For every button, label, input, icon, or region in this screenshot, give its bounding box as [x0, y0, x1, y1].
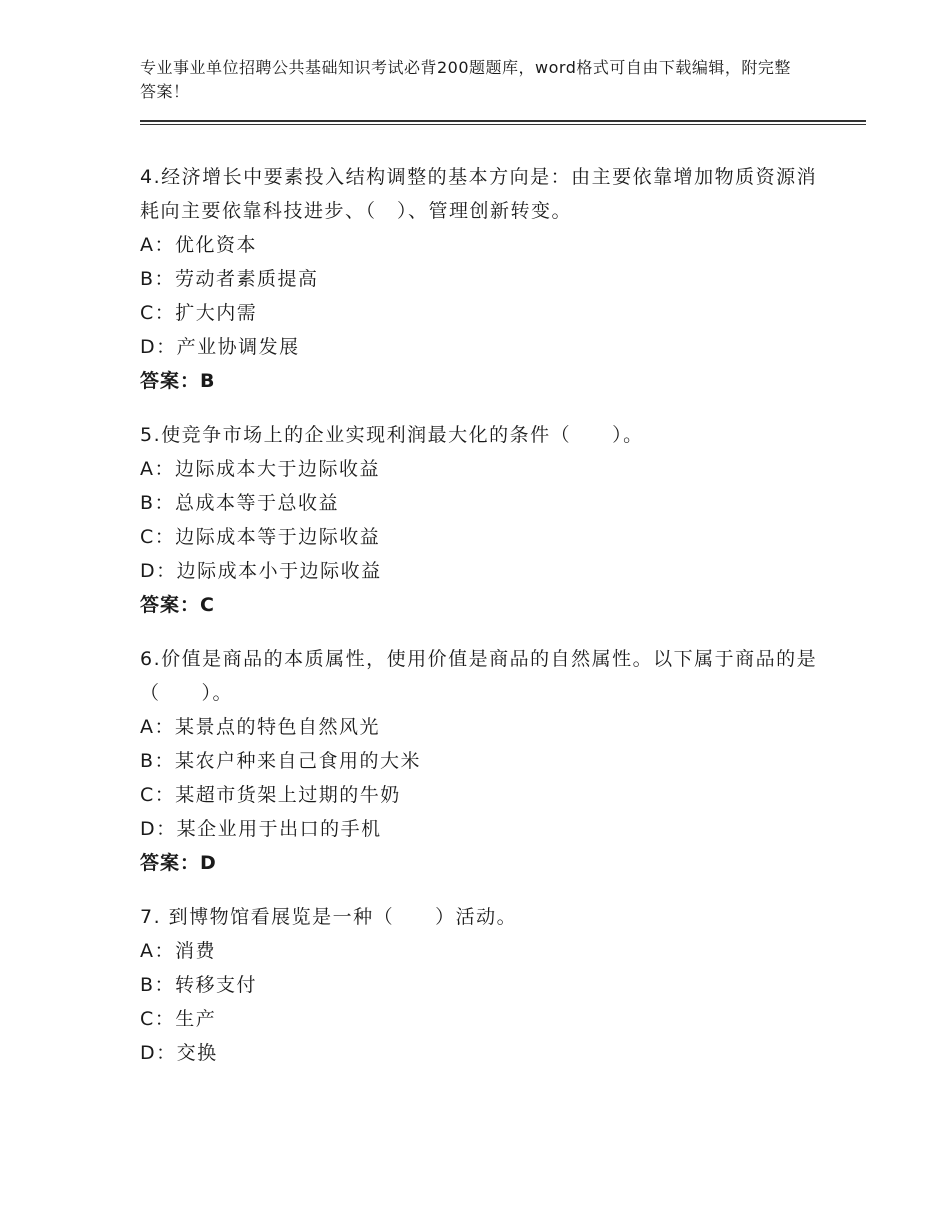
- header-divider-thin: [140, 124, 866, 125]
- option-b: B：某农户种来自己食用的大米: [140, 750, 422, 772]
- option-c: C：生产: [140, 1008, 217, 1030]
- option-c: C：扩大内需: [140, 302, 258, 324]
- question-6: [140, 642, 820, 880]
- question-7: [140, 900, 820, 1070]
- question-text: 6.价值是商品的本质属性，使用价值是商品的自然属性。以下属于商品的是（ ）。: [140, 648, 818, 704]
- question-text: 4.经济增长中要素投入结构调整的基本方向是：由主要依靠增加物质资源消耗向主要依靠科技进步、（ ）、管理创新转变。: [140, 166, 818, 222]
- document-header: 专业事业单位招聘公共基础知识考试必背200题题库，word格式可自由下载编辑，附完整答案！: [140, 58, 791, 101]
- option-d: D：边际成本小于边际收益: [140, 560, 382, 582]
- option-a: A：优化资本: [140, 234, 257, 256]
- question-text: 7. 到博物馆看展览是一种（ ）活动。: [140, 906, 518, 928]
- option-d: D：某企业用于出口的手机: [140, 818, 382, 840]
- option-c: C：某超市货架上过期的牛奶: [140, 784, 401, 806]
- option-d: D：交换: [140, 1042, 218, 1064]
- question-list: [140, 160, 820, 1090]
- option-b: B：劳动者素质提高: [140, 268, 319, 290]
- option-b: B：总成本等于总收益: [140, 492, 340, 514]
- question-4: [140, 160, 820, 398]
- option-a: A：边际成本大于边际收益: [140, 458, 380, 480]
- answer-label: 答案：B: [140, 370, 216, 392]
- question-text: 5.使竞争市场上的企业实现利润最大化的条件（ ）。: [140, 424, 644, 446]
- answer-label: 答案：D: [140, 852, 217, 874]
- option-a: A：某景点的特色自然风光: [140, 716, 380, 738]
- header-divider-thick: [140, 120, 866, 122]
- question-5: [140, 418, 820, 622]
- option-d: D：产业协调发展: [140, 336, 300, 358]
- option-c: C：边际成本等于边际收益: [140, 526, 381, 548]
- answer-label: 答案：C: [140, 594, 215, 616]
- option-b: B：转移支付: [140, 974, 258, 996]
- option-a: A：消费: [140, 940, 216, 962]
